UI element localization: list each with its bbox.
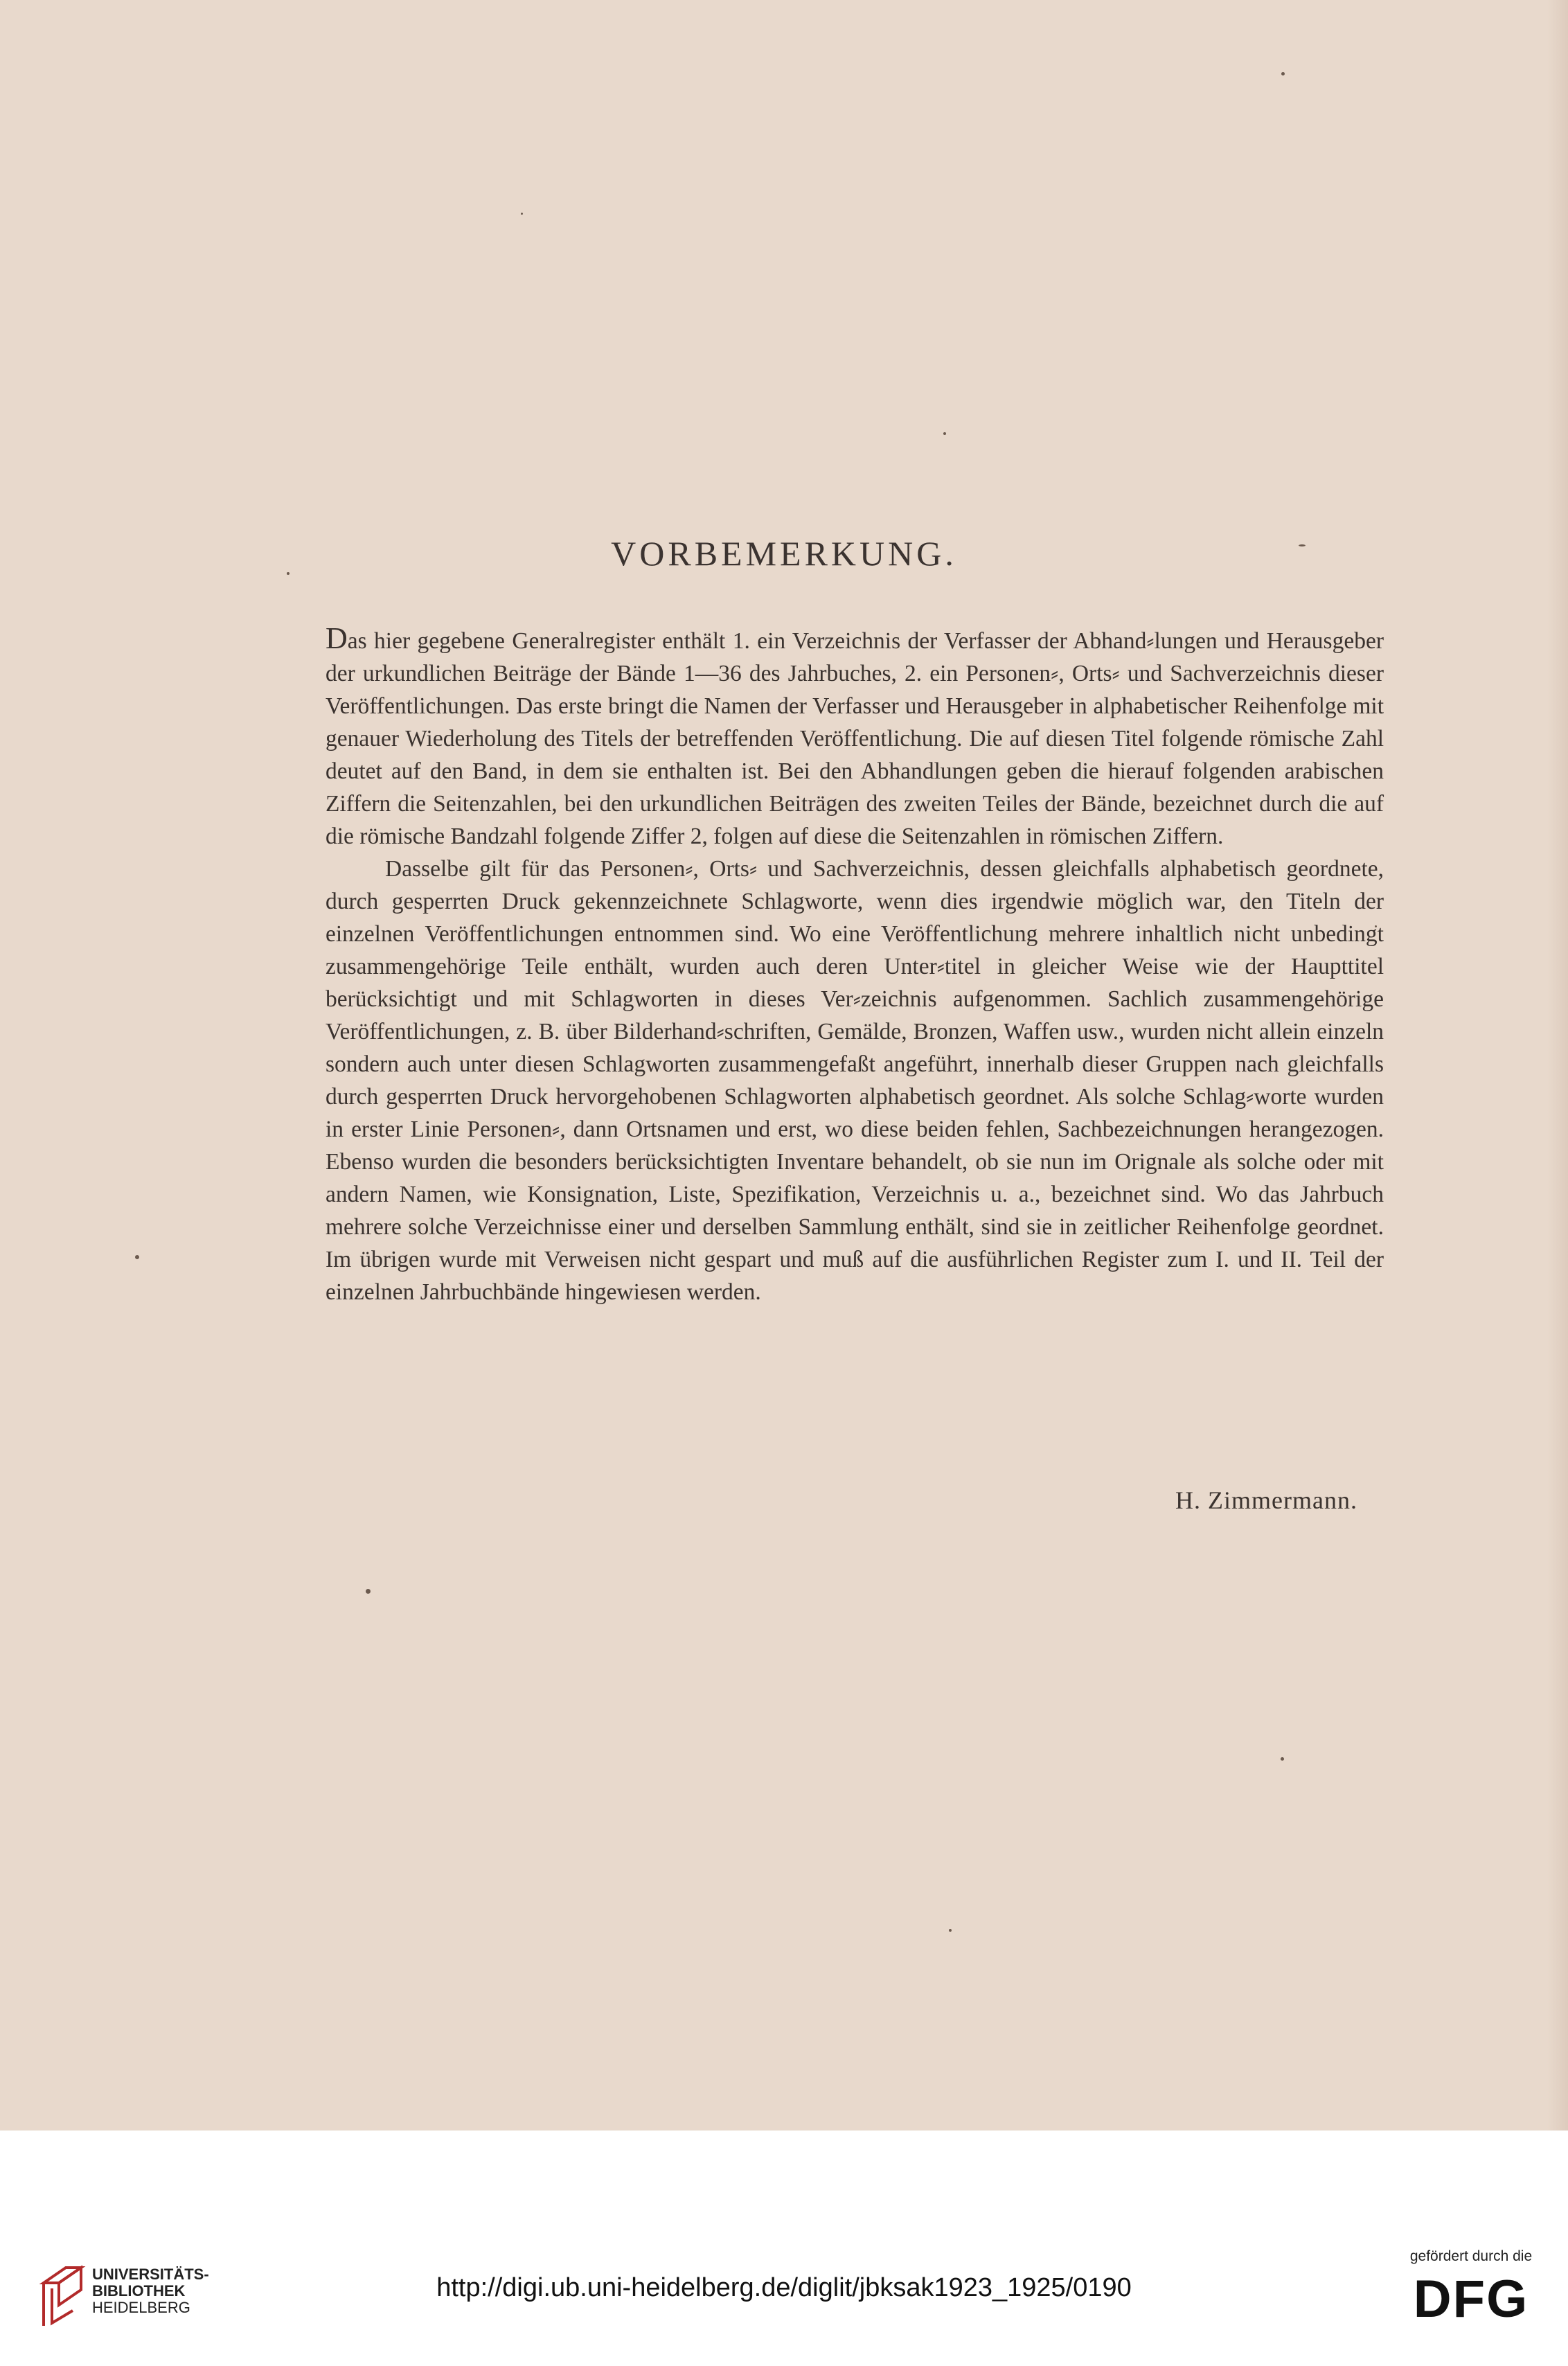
library-logo-line: UNIVERSITÄTS-: [92, 2266, 209, 2283]
paper-speck: [521, 213, 523, 215]
paragraph: Dasselbe gilt für das Personen⸗, Orts⸗ und Sachverzeichnis, dessen gleichfalls alphabetisch geordnete, durch gesperrten Druck gekennzeichnete Schlagworte, wenn dies irgendwie möglich war, den Titeln der einzelnen Veröffentlichungen entnommen sind. Wo eine Veröffentlichung mehrere inhaltlich nicht unbedingt zusammengehörige Teile enthält, wurden auch deren Unter⸗titel in gleicher Weise wie der Haupttitel berücksichtigt und mit Schlagworten in dieses Ver⸗zeichnis aufgenommen. Sachlich zusammengehörige Veröffentlichungen, z. B. über Bilderhand⸗schriften, Gemälde, Bronzen, Waffen usw., wurden nicht allein einzeln sondern auch unter diesen Schlagworten zusammengefaßt angeführt, innerhalb dieser Gruppen nach gleichfalls durch gesperrten Druck hervorgehobenen Schlagworten alphabetisch geordnet. Als solche Schlag⸗worte wurden in erster Linie Personen⸗, dann Ortsnamen und erst, wo diese beiden fehlen, Sachbezeichnungen herangezogen. Ebenso wurden die besonders berücksichtigten Inventare behandelt, ob sie nun im Orignale als solche oder mit andern Namen, wie Konsignation, Liste, Spezifikation, Verzeichnis u. a., bezeichnet sind. Wo das Jahrbuch mehrere solche Verzeichnisse einer und derselben Sammlung enthält, sind sie in zeitlicher Reihenfolge geordnet. Im übrigen wurde mit Verweisen nicht gespart und muß auf die ausführlichen Register zum I. und II. Teil der einzelnen Jahrbuchbände hingewiesen werden.: [326, 856, 1384, 1305]
body-text: [326, 622, 1384, 1308]
dfg-logo-text: DFG: [1413, 2270, 1529, 2329]
permalink-url[interactable]: http://digi.ub.uni-heidelberg.de/diglit/jbksak1923_1925/0190: [436, 2273, 1132, 2302]
page-title: VORBEMERKUNG.: [611, 534, 957, 573]
paper-speck: [366, 1589, 371, 1594]
paper-speck: [949, 1929, 952, 1932]
paper-speck: [135, 1255, 139, 1259]
paragraph: Das hier gegebene Generalregister enthält 1. ein Verzeichnis der Verfasser der Abhand⸗lungen und Herausgeber der urkundlichen Beiträge der Bände 1—36 des Jahrbuches, 2. ein Personen⸗, Orts⸗ und Sachverzeichnis dieser Veröffentlichungen. Das erste bringt die Namen der Verfasser und Herausgeber in alphabetischer Reihenfolge mit genauer Wiederholung des Titels der betreffenden Veröffentlichung. Die auf diesen Titel folgende römische Zahl deutet auf den Band, in dem sie enthalten ist. Bei den Abhandlungen geben die hierauf folgenden arabischen Ziffern die Seitenzahlen, bei den urkundlichen Beiträgen des zweiten Teiles der Bände, bezeichnet durch die auf die römische Bandzahl folgende Ziffer 2, folgen auf diese die Seitenzahlen in römischen Ziffern.: [326, 621, 1384, 849]
funding-caption: gefördert durch die: [1409, 2248, 1533, 2264]
author-signature: H. Zimmermann.: [1175, 1486, 1357, 1514]
digitization-footer: [0, 2131, 1568, 2366]
paper-speck: [943, 432, 946, 435]
paper-speck: [1281, 72, 1285, 75]
page-edge: [1547, 0, 1568, 2131]
library-logo-line: BIBLIOTHEK: [92, 2282, 186, 2300]
paper-speck: [1281, 1757, 1284, 1761]
dfg-logo[interactable]: [1395, 2248, 1547, 2352]
library-logo-line: HEIDELBERG: [92, 2299, 190, 2316]
